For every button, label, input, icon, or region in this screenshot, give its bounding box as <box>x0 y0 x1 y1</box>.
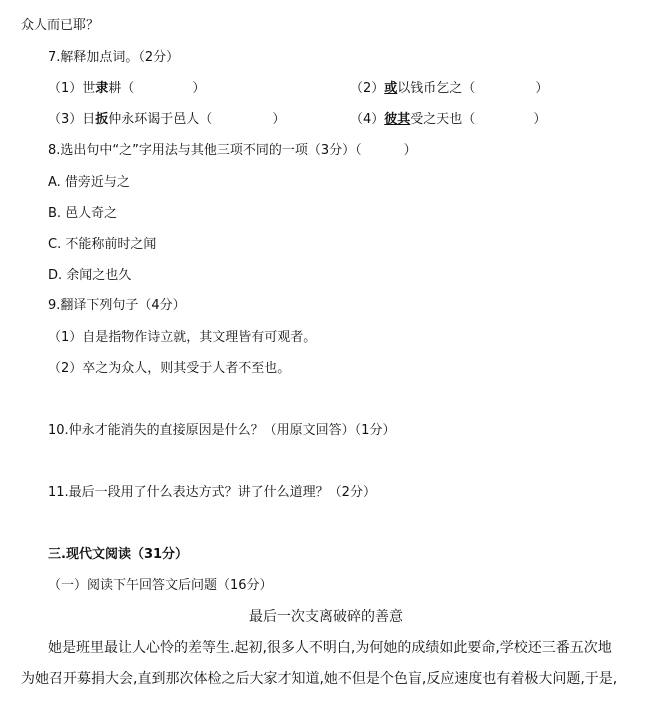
question-10: 10.仲永才能消失的直接原因是什么？（用原文回答）（1分） <box>48 423 396 438</box>
question-7: 7.解释加点词。（2分） <box>48 50 180 65</box>
item-label: （2） <box>350 81 385 96</box>
item-text: 受之天也（ <box>410 112 476 127</box>
item-label: （4） <box>350 112 385 127</box>
section-heading: 三.现代文阅读（31分） <box>48 547 189 562</box>
question-9-sentence-2: （2）卒之为众人，则其受于人者不至也。 <box>48 361 291 376</box>
dotted-word: 彼其 <box>384 112 411 127</box>
item-close-paren: ） <box>535 81 549 96</box>
item-close-paren: ） <box>272 112 286 127</box>
paragraph-line: 她是班里最让人心怜的差等生.起初,很多人不明白,为何她的成绩如此要命,学校还三番五次地 <box>48 640 612 656</box>
item-text: 以钱币乞之（ <box>397 81 476 96</box>
article-title: 最后一次支离破碎的善意 <box>249 609 403 625</box>
question-7-item-4 <box>350 112 546 128</box>
question-7-item-1 <box>48 81 205 97</box>
question-7-item-3 <box>48 112 285 128</box>
item-label: （3）日 <box>48 112 96 127</box>
item-label: （1）世 <box>48 81 96 96</box>
question-11: 11.最后一段用了什么表达方式？讲了什么道理？（2分） <box>48 485 376 500</box>
item-close-paren: ） <box>533 112 547 127</box>
dotted-word: 或 <box>384 81 398 96</box>
option-c: C. 不能称前时之闻 <box>48 237 157 252</box>
question-9: 9.翻译下列句子（4分） <box>48 298 186 313</box>
dotted-word: 扳 <box>95 112 109 127</box>
question-9-sentence-1: （1）自是指物作诗立就，其文理皆有可观者。 <box>48 330 317 345</box>
dotted-word: 隶 <box>95 81 109 96</box>
item-close-paren: ） <box>192 81 206 96</box>
question-8: 8.选出句中“之”字用法与其他三项不同的一项（3分）（ ） <box>48 143 417 158</box>
item-text: 仲永环谒于邑人（ <box>108 112 213 127</box>
option-d: D. 余闻之也久 <box>48 268 132 283</box>
paragraph-line: 为她召开募捐大会,直到那次体检之后大家才知道,她不但是个色盲,反应速度也有着极大问题,于是, <box>21 671 618 687</box>
option-a: A. 借旁近与之 <box>48 175 130 190</box>
subsection-heading: （一）阅读下午回答文后问题（16分） <box>48 578 273 593</box>
text-line: 众人而已耶？ <box>21 18 100 33</box>
option-b: B. 邑人奇之 <box>48 206 118 221</box>
item-text: 耕（ <box>108 81 135 96</box>
question-7-item-2 <box>350 81 548 97</box>
